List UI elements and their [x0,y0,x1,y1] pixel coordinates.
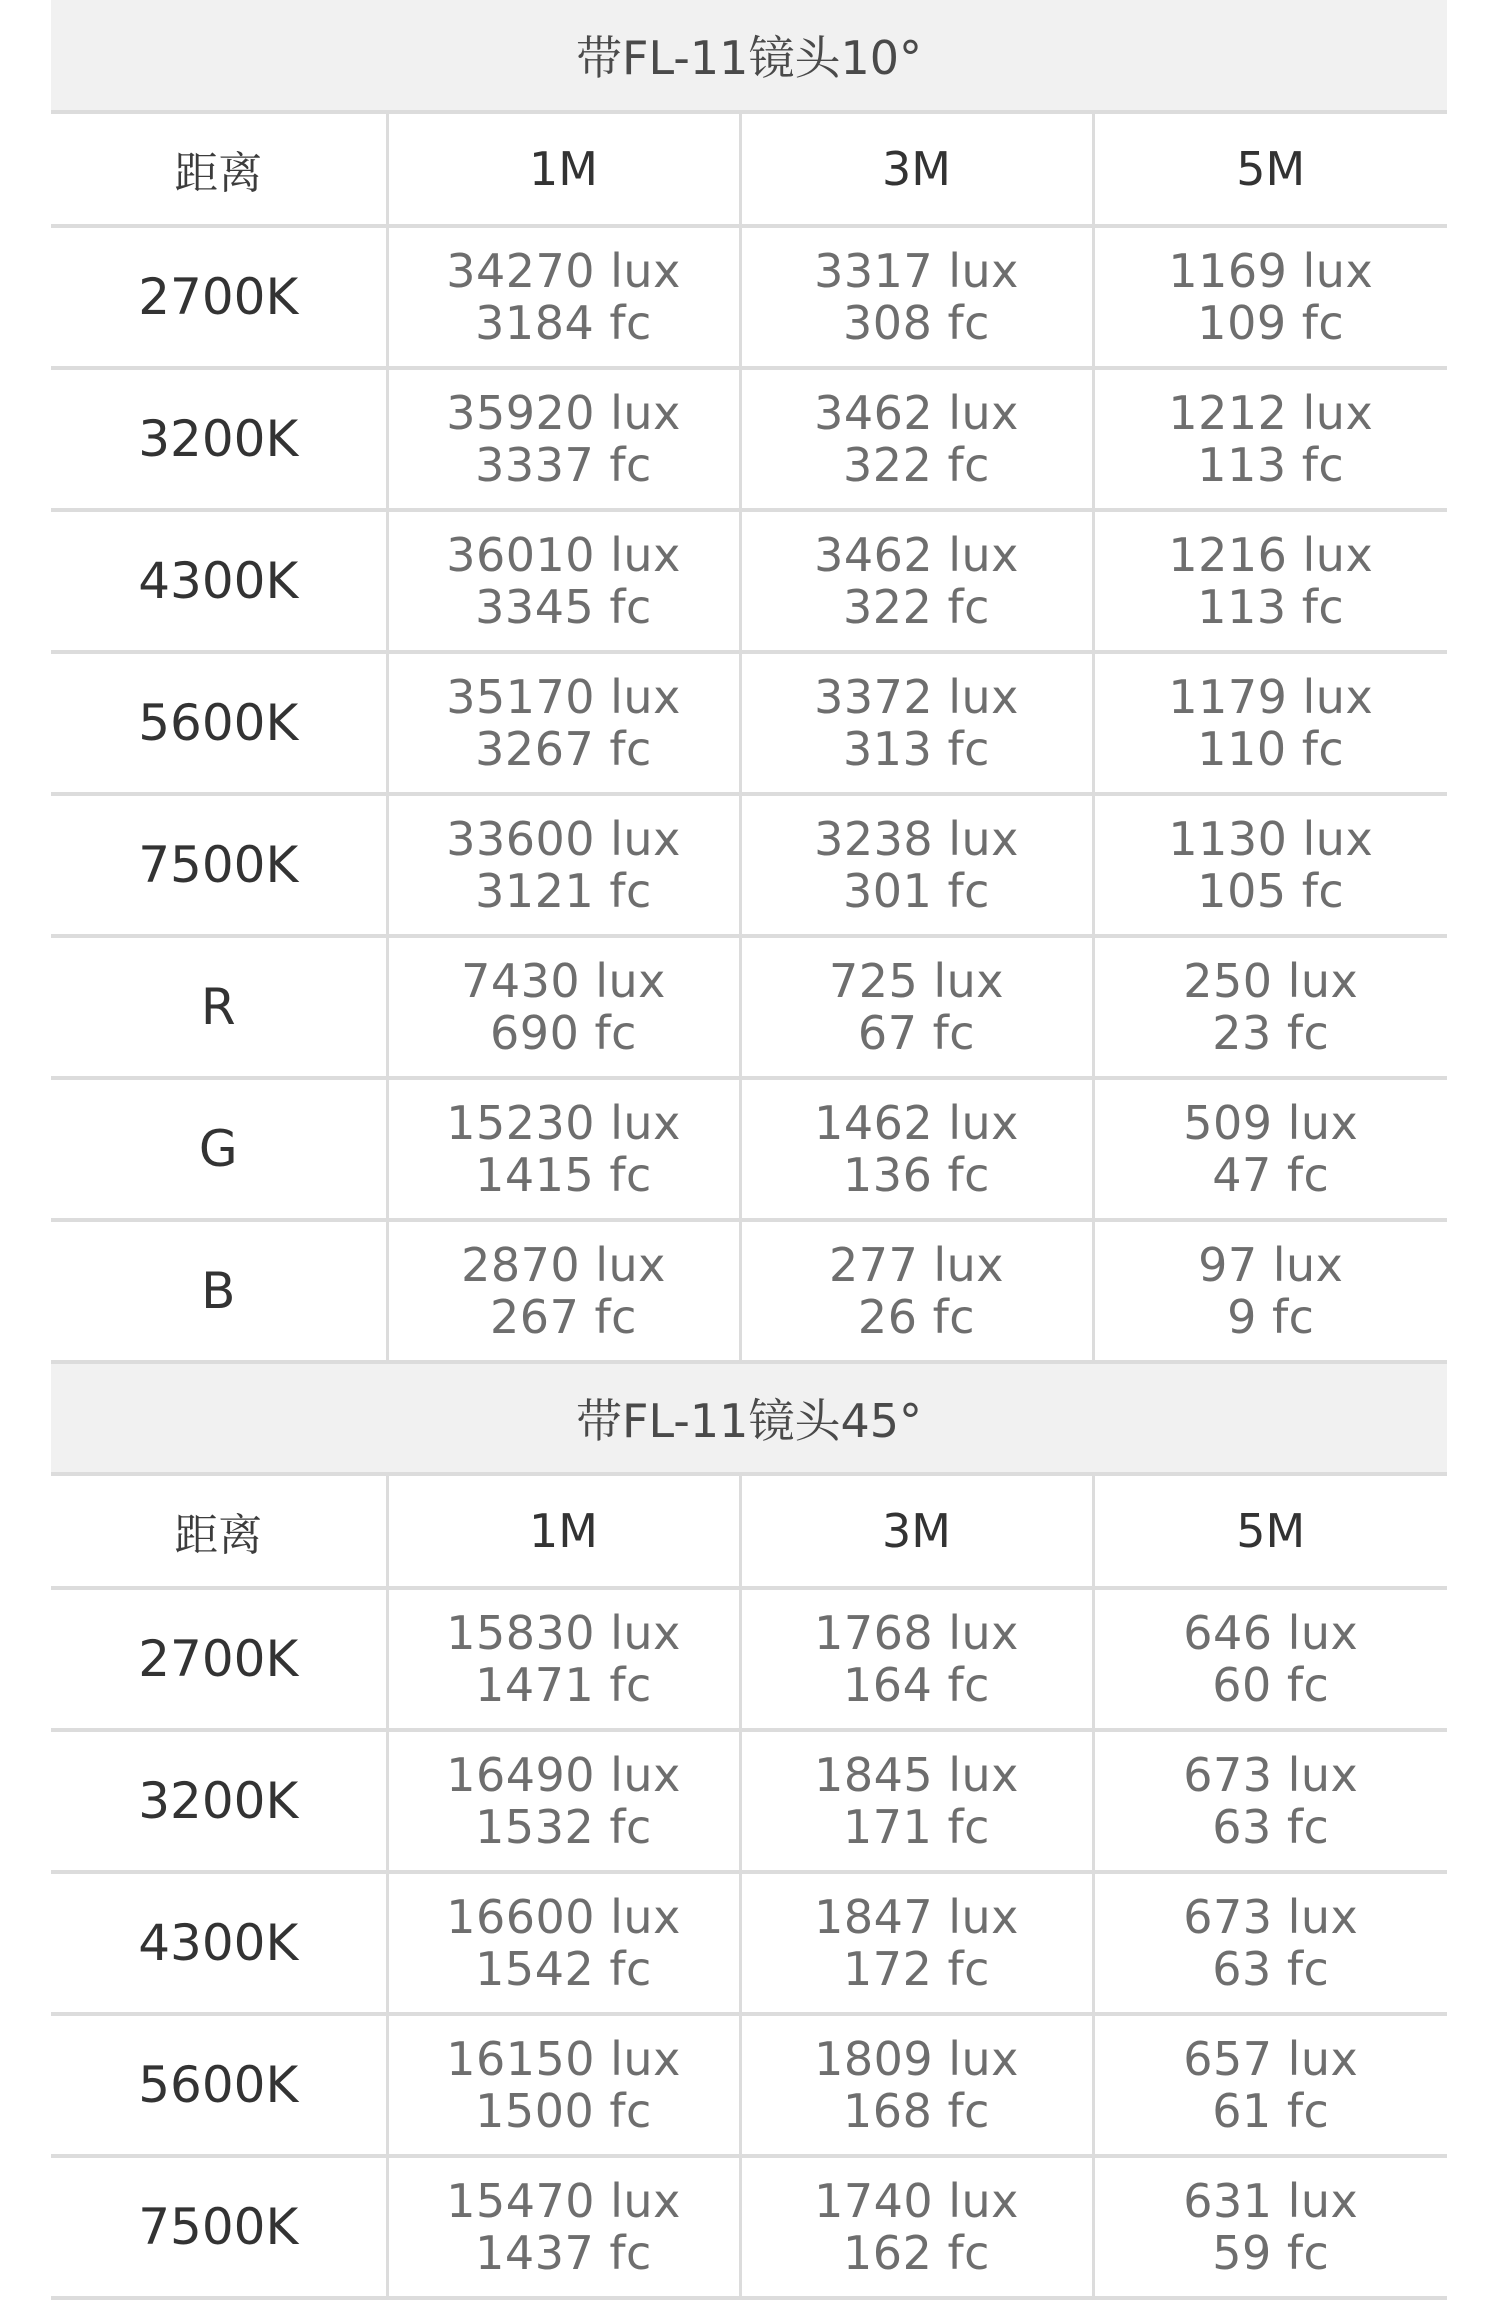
lux-value: 15830 lux [446,1606,681,1660]
section-title-row [51,0,1447,112]
value-cell [1093,794,1447,936]
value-cell [387,794,740,936]
header-row [51,112,1447,226]
table-row [51,1078,1447,1220]
lux-value: 1845 lux [814,1748,1019,1802]
value-cell [1093,1730,1447,1872]
value-cell [387,368,740,510]
section-title: 带FL-11镜头45° [51,1362,1447,1474]
lux-value: 725 lux [828,954,1005,1008]
fc-value: 162 fc [843,2226,990,2280]
value-cell [740,1220,1093,1362]
lux-value: 3462 lux [814,528,1019,582]
row-label: 5600K [51,2014,387,2156]
fc-value: 61 fc [1212,2084,1330,2138]
table-row [51,1588,1447,1730]
value-cell [1093,2014,1447,2156]
row-label: 3200K [51,1730,387,1872]
fc-value: 168 fc [843,2084,990,2138]
value-cell [387,1078,740,1220]
fc-value: 1532 fc [475,1800,652,1854]
distance-column-header: 5M [1093,112,1447,226]
lux-value: 16150 lux [446,2032,681,2086]
table-row [51,1730,1447,1872]
lux-value: 1462 lux [814,1096,1019,1150]
fc-value: 171 fc [843,1800,990,1854]
fc-value: 1415 fc [475,1148,652,1202]
table-row [51,2014,1447,2156]
lux-value: 34270 lux [446,244,681,298]
row-label: 4300K [51,510,387,652]
lux-value: 16600 lux [446,1890,681,1944]
fc-value: 3267 fc [475,722,652,776]
value-cell [740,1872,1093,2014]
lux-value: 1847 lux [814,1890,1019,1944]
lux-value: 2870 lux [461,1238,666,1292]
value-cell [740,2014,1093,2156]
row-label: 5600K [51,652,387,794]
illuminance-table [51,0,1447,2300]
section-title-row [51,1362,1447,1474]
value-cell [740,794,1093,936]
row-label: B [51,1220,387,1362]
lux-value: 646 lux [1183,1606,1359,1660]
distance-column-header: 3M [740,1474,1093,1588]
section-title: 带FL-11镜头10° [51,0,1447,112]
fc-value: 308 fc [843,296,990,350]
lux-value: 1130 lux [1168,812,1374,866]
distance-column-header: 5M [1093,1474,1447,1588]
value-cell [740,1078,1093,1220]
table-row [51,1220,1447,1362]
fc-value: 67 fc [857,1006,976,1060]
lux-value: 1179 lux [1168,670,1374,724]
lux-value: 1809 lux [814,2032,1019,2086]
row-label: 2700K [51,1588,387,1730]
value-cell [740,936,1093,1078]
lux-value: 35170 lux [446,670,681,724]
value-cell [387,1220,740,1362]
lux-value: 16490 lux [446,1748,681,1802]
row-label: 2700K [51,226,387,368]
value-cell [387,1872,740,2014]
table-row [51,794,1447,936]
lux-value: 1740 lux [814,2174,1019,2228]
row-label: G [51,1078,387,1220]
lux-value: 97 lux [1198,1238,1344,1292]
fc-value: 313 fc [843,722,990,776]
lux-value: 3238 lux [814,812,1019,866]
lux-value: 1768 lux [814,1606,1019,1660]
lux-value: 1216 lux [1168,528,1374,582]
lux-value: 7430 lux [461,954,666,1008]
table-row [51,1872,1447,2014]
value-cell [387,1588,740,1730]
value-cell [1093,1220,1447,1362]
row-label: 4300K [51,1872,387,2014]
row-label: 7500K [51,794,387,936]
value-cell [1093,2156,1447,2298]
fc-value: 136 fc [843,1148,990,1202]
lux-value: 33600 lux [446,812,681,866]
table-row [51,2156,1447,2298]
lux-value: 15470 lux [446,2174,681,2228]
table-row [51,936,1447,1078]
row-label: R [51,936,387,1078]
table-body [51,0,1447,2298]
table-row [51,510,1447,652]
value-cell [740,2156,1093,2298]
fc-value: 1471 fc [475,1658,652,1712]
lux-value: 3462 lux [814,386,1019,440]
value-cell [1093,1078,1447,1220]
fc-value: 109 fc [1197,296,1345,350]
fc-value: 59 fc [1212,2226,1330,2280]
fc-value: 3121 fc [475,864,652,918]
fc-value: 164 fc [843,1658,990,1712]
fc-value: 23 fc [1212,1006,1330,1060]
value-cell [387,2014,740,2156]
value-cell [387,510,740,652]
value-cell [740,1730,1093,1872]
fc-value: 3184 fc [475,296,652,350]
table-row [51,368,1447,510]
lux-value: 250 lux [1183,954,1359,1008]
lux-value: 657 lux [1183,2032,1359,2086]
lux-value: 631 lux [1183,2174,1359,2228]
distance-column-header: 1M [387,1474,740,1588]
value-cell [1093,226,1447,368]
value-cell [1093,652,1447,794]
fc-value: 63 fc [1212,1942,1330,1996]
value-cell [1093,510,1447,652]
value-cell [740,652,1093,794]
lux-value: 509 lux [1183,1096,1359,1150]
lux-value: 673 lux [1183,1890,1359,1944]
fc-value: 9 fc [1227,1290,1315,1344]
distance-column-header: 1M [387,112,740,226]
value-cell [1093,368,1447,510]
fc-value: 690 fc [490,1006,637,1060]
fc-value: 26 fc [857,1290,976,1344]
lux-value: 1169 lux [1168,244,1374,298]
fc-value: 63 fc [1212,1800,1330,1854]
fc-value: 110 fc [1197,722,1345,776]
lux-value: 35920 lux [446,386,681,440]
value-cell [387,226,740,368]
illuminance-tables [51,0,1447,2300]
value-cell [740,226,1093,368]
lux-value: 15230 lux [446,1096,681,1150]
fc-value: 1437 fc [475,2226,652,2280]
header-row [51,1474,1447,1588]
distance-column-header: 3M [740,112,1093,226]
fc-value: 172 fc [843,1942,990,1996]
lux-value: 3372 lux [814,670,1019,724]
distance-header: 距离 [51,112,387,226]
fc-value: 301 fc [843,864,990,918]
row-label: 7500K [51,2156,387,2298]
lux-value: 3317 lux [814,244,1019,298]
lux-value: 1212 lux [1168,386,1374,440]
fc-value: 3345 fc [475,580,652,634]
fc-value: 267 fc [490,1290,637,1344]
value-cell [1093,936,1447,1078]
table-row [51,652,1447,794]
fc-value: 60 fc [1212,1658,1330,1712]
fc-value: 1500 fc [475,2084,652,2138]
value-cell [387,652,740,794]
distance-header: 距离 [51,1474,387,1588]
value-cell [387,2156,740,2298]
fc-value: 1542 fc [475,1942,652,1996]
value-cell [387,1730,740,1872]
fc-value: 322 fc [843,580,990,634]
fc-value: 3337 fc [475,438,652,492]
value-cell [1093,1588,1447,1730]
fc-value: 113 fc [1197,580,1345,634]
value-cell [740,510,1093,652]
row-label: 3200K [51,368,387,510]
lux-value: 277 lux [828,1238,1005,1292]
value-cell [740,368,1093,510]
fc-value: 47 fc [1212,1148,1330,1202]
fc-value: 113 fc [1197,438,1345,492]
value-cell [387,936,740,1078]
fc-value: 322 fc [843,438,990,492]
lux-value: 673 lux [1183,1748,1359,1802]
value-cell [1093,1872,1447,2014]
fc-value: 105 fc [1197,864,1345,918]
lux-value: 36010 lux [446,528,681,582]
value-cell [740,1588,1093,1730]
table-row [51,226,1447,368]
